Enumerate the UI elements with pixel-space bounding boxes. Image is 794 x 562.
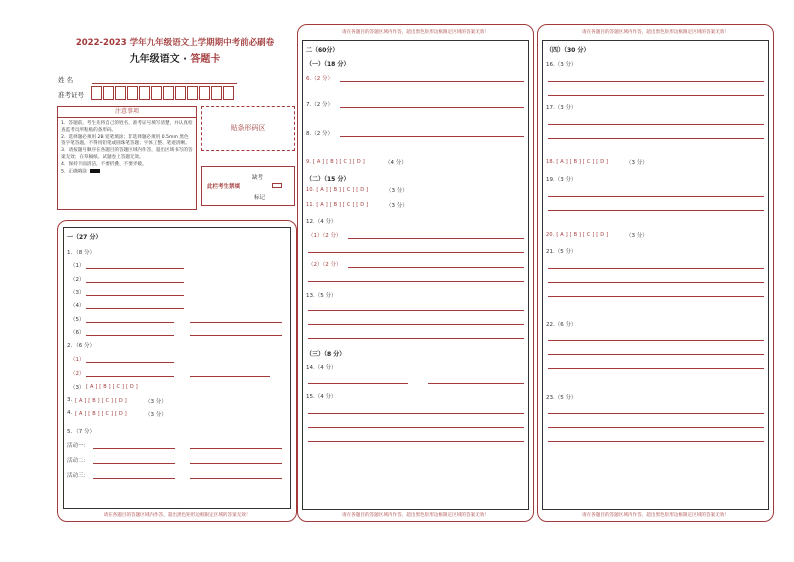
q1-sub2-line[interactable]	[86, 282, 184, 283]
exam-id-label: 准考证号	[58, 91, 84, 99]
exam-id-digit-box[interactable]	[115, 86, 126, 100]
q12-sub2-line-1[interactable]	[348, 267, 524, 268]
q6-line[interactable]	[340, 81, 524, 82]
q2-sub1-line[interactable]	[86, 362, 174, 363]
exam-id-digit-box[interactable]	[103, 86, 114, 100]
section-2-title: 二（60分）	[306, 47, 339, 54]
q1-sub5-line-b[interactable]	[190, 322, 282, 323]
subtitle-grade: 九年级语文	[129, 54, 180, 65]
q4-choices[interactable]: [ A ] [ B ] [ C ] [ D ]	[75, 411, 127, 417]
exam-title: 2022-2023 学年九年级语文上学期期中考前必刷卷	[75, 38, 275, 48]
q15-label: 15.（4 分）	[306, 394, 337, 400]
notice-item-correct-fill	[61, 169, 193, 176]
exam-id-digit-box[interactable]	[223, 86, 234, 100]
notice-item: 2．选择题必须用 2B 铅笔填涂；非选择题必须用 0.5mm 黑色签字笔答题，不得用铅笔或圆珠笔答题；字体工整、笔迹清晰。	[61, 134, 190, 147]
notice-item: 4．保持卡面清洁，不要折叠、不要弄破。	[61, 162, 147, 168]
col2-footer-warning: 请在各题目的答题区域内作答，超出黑色矩形边框限定区域的答案无效！	[341, 513, 489, 518]
q10-points: （3 分）	[386, 188, 408, 194]
answer-sheet-subtitle	[60, 50, 290, 65]
activity3-line-b[interactable]	[190, 478, 282, 479]
q5-label: 5．（7 分）	[67, 429, 95, 435]
q23-line-3[interactable]	[548, 441, 764, 442]
q3-number: 3.	[67, 397, 73, 403]
q2-sub3-choices[interactable]: [ A ] [ B ] [ C ] [ D ]	[86, 384, 138, 390]
notice-body	[58, 118, 196, 176]
subtitle-separator: ·	[183, 54, 187, 65]
q2-label: 2．（6 分）	[67, 343, 95, 349]
activity2-line-b[interactable]	[190, 463, 282, 464]
q9-points: （4 分）	[385, 160, 407, 166]
q17-line-2[interactable]	[548, 138, 764, 139]
barcode-area: 贴条形码区	[201, 106, 295, 151]
notice-item: 3．请按题号顺序在各题目的答题区域内作答，超出区域书写的答案无效；在草稿纸、试题卷上答题无效。	[61, 148, 193, 160]
q1-sub-label: （3）	[70, 290, 85, 296]
q7-label: 7.（2 分）	[306, 102, 333, 108]
notice-item: 5．正确填涂	[61, 169, 87, 175]
q20-choices[interactable]: 20. [ A ] [ B ] [ C ] [ D ]	[546, 232, 609, 238]
q12-sub2-line-2[interactable]	[308, 281, 524, 282]
q21-line-3[interactable]	[548, 296, 764, 297]
q12-label: 12.（4 分）	[306, 219, 337, 225]
q9-choices[interactable]: 9. [ A ] [ B ] [ C ] [ D ]	[306, 159, 365, 165]
activity1-line-b[interactable]	[190, 448, 282, 449]
q1-sub-label: （1）	[70, 263, 85, 269]
notice-item: 1．答题前，考生先将自己的姓名，准考证号填写清楚，并认真检查监考员所粘贴的条形码。	[61, 121, 193, 133]
q3-choices[interactable]: [ A ] [ B ] [ C ] [ D ]	[75, 398, 127, 404]
q12-sub-label: （1）（2 分）	[308, 233, 342, 239]
q4-number: 4.	[67, 410, 73, 416]
exam-id-digit-box[interactable]	[211, 86, 222, 100]
q2-sub-label: （1）	[70, 357, 85, 363]
q16-line-1[interactable]	[548, 81, 764, 82]
q19-label: 19.（3 分）	[546, 177, 577, 183]
q1-sub-label: （6）	[70, 330, 85, 336]
q23-line-1[interactable]	[548, 413, 764, 414]
q12-sub1-line-1[interactable]	[348, 238, 524, 239]
q14-line-a[interactable]	[308, 383, 408, 384]
q22-line-3[interactable]	[548, 368, 764, 369]
q13-line-3[interactable]	[308, 338, 524, 339]
q1-sub3-line[interactable]	[86, 295, 184, 296]
q17-label: 17.（3 分）	[546, 105, 577, 111]
q7-line[interactable]	[340, 107, 524, 108]
q1-label: 1．（8 分）	[67, 250, 95, 256]
q22-line-1[interactable]	[548, 340, 764, 341]
q11-points: （3 分）	[386, 203, 408, 209]
q1-sub5-line-a[interactable]	[86, 322, 174, 323]
q1-sub6-line-a[interactable]	[86, 335, 174, 336]
q1-sub-label: （4）	[70, 303, 85, 309]
section-2-1-title: （一）（18 分）	[306, 61, 350, 68]
q2-sub2-line-a[interactable]	[86, 376, 174, 377]
exam-id-digit-box[interactable]	[151, 86, 162, 100]
exam-id-digit-box[interactable]	[199, 86, 210, 100]
activity2-line-a[interactable]	[93, 463, 175, 464]
q4-points: （3 分）	[145, 412, 167, 418]
correct-fill-sample-icon	[90, 169, 100, 173]
activity-label: 活动三：	[67, 473, 90, 479]
q17-line-1[interactable]	[548, 124, 764, 125]
q16-label: 16.（3 分）	[546, 62, 577, 68]
q1-sub4-line[interactable]	[86, 308, 184, 309]
q13-line-2[interactable]	[308, 324, 524, 325]
exam-id-boxes[interactable]	[91, 86, 235, 100]
q1-sub-label: （5）	[70, 317, 85, 323]
subtitle-sheet: 答题卡	[190, 54, 221, 65]
activity1-line-a[interactable]	[93, 448, 175, 449]
col2-header-warning: 请在各题目的答题区域内作答，超出黑色矩形边框限定区域的答案无效！	[341, 30, 489, 35]
col1-footer-warning: 请在各题目的答题区域内作答，超出黑色矩形边框限定区域的答案无效！	[103, 513, 251, 518]
q20-points: （3 分）	[626, 233, 648, 239]
q14-label: 14.（4 分）	[306, 365, 337, 371]
name-field[interactable]	[92, 83, 237, 84]
q13-label: 13.（5 分）	[306, 293, 337, 299]
q18-points: （3 分）	[626, 160, 648, 166]
q15-line-1[interactable]	[308, 413, 524, 414]
q1-sub1-line[interactable]	[86, 268, 184, 269]
q22-label: 22.（6 分）	[546, 322, 577, 328]
q16-line-2[interactable]	[548, 95, 764, 96]
q23-line-2[interactable]	[548, 427, 764, 428]
q12-sub-label: （2）（2 分）	[308, 262, 342, 268]
absent-label-a: 缺考	[252, 175, 264, 181]
q8-label: 8.（2 分）	[306, 131, 333, 137]
exam-id-digit-box[interactable]	[187, 86, 198, 100]
q14-line-b[interactable]	[428, 383, 524, 384]
q2-sub-label: （2）	[70, 371, 85, 377]
notice-title: 注意事项	[58, 107, 196, 118]
section-4-title: （四）（30 分）	[546, 47, 590, 54]
activity3-line-a[interactable]	[93, 478, 175, 479]
q22-line-2[interactable]	[548, 354, 764, 355]
exam-id-digit-box[interactable]	[139, 86, 150, 100]
col2-answer-area	[302, 40, 529, 510]
section-2-3-title: （三）（8 分）	[306, 351, 346, 358]
q18-choices[interactable]: 18. [ A ] [ B ] [ C ] [ D ]	[546, 159, 609, 165]
notice-box	[57, 106, 197, 210]
absent-checkbox[interactable]	[272, 183, 282, 188]
q15-line-3[interactable]	[308, 441, 524, 442]
q3-points: （3 分）	[145, 399, 167, 405]
q10-choices[interactable]: 10. [ A ] [ B ] [ C ] [ D ]	[306, 187, 369, 193]
absent-mark-box	[201, 166, 295, 206]
col3-footer-warning: 请在各题目的答题区域内作答，超出黑色矩形边框限定区域的答案无效！	[581, 513, 729, 518]
q21-line-2[interactable]	[548, 282, 764, 283]
activity-label: 活动一：	[67, 443, 90, 449]
q13-line-1[interactable]	[308, 310, 524, 311]
exam-id-digit-box[interactable]	[91, 86, 102, 100]
col3-header-warning: 请在各题目的答题区域内作答，超出黑色矩形边框限定区域的答案无效！	[581, 30, 729, 35]
activity-label: 活动二：	[67, 458, 90, 464]
q1-sub-label: （2）	[70, 277, 85, 283]
section-2-2-title: （二）（15 分）	[306, 176, 350, 183]
exam-id-digit-box[interactable]	[127, 86, 138, 100]
section-1-title: 一（27 分）	[67, 234, 102, 241]
q12-sub1-line-2[interactable]	[308, 252, 524, 253]
q8-line[interactable]	[340, 136, 524, 137]
q2-sub-label: （3）	[70, 385, 85, 391]
exam-id-digit-box[interactable]	[163, 86, 174, 100]
q1-sub6-line-b[interactable]	[190, 335, 282, 336]
q21-line-1[interactable]	[548, 268, 764, 269]
q6-label: 6.（2 分）	[306, 76, 333, 82]
q2-sub2-line-b[interactable]	[190, 376, 270, 377]
col1-answer-area	[63, 227, 291, 509]
q19-line-2[interactable]	[548, 210, 764, 211]
name-label: 姓 名	[58, 76, 74, 84]
q15-line-2[interactable]	[308, 427, 524, 428]
q19-line-1[interactable]	[548, 196, 764, 197]
exam-id-digit-box[interactable]	[175, 86, 186, 100]
q21-label: 21.（5 分）	[546, 249, 577, 255]
absent-notice: 此栏考生禁填	[207, 184, 241, 190]
q11-choices[interactable]: 11. [ A ] [ B ] [ C ] [ D ]	[306, 202, 369, 208]
absent-label-b: 标记	[254, 195, 266, 201]
q23-label: 23.（5 分）	[546, 395, 577, 401]
